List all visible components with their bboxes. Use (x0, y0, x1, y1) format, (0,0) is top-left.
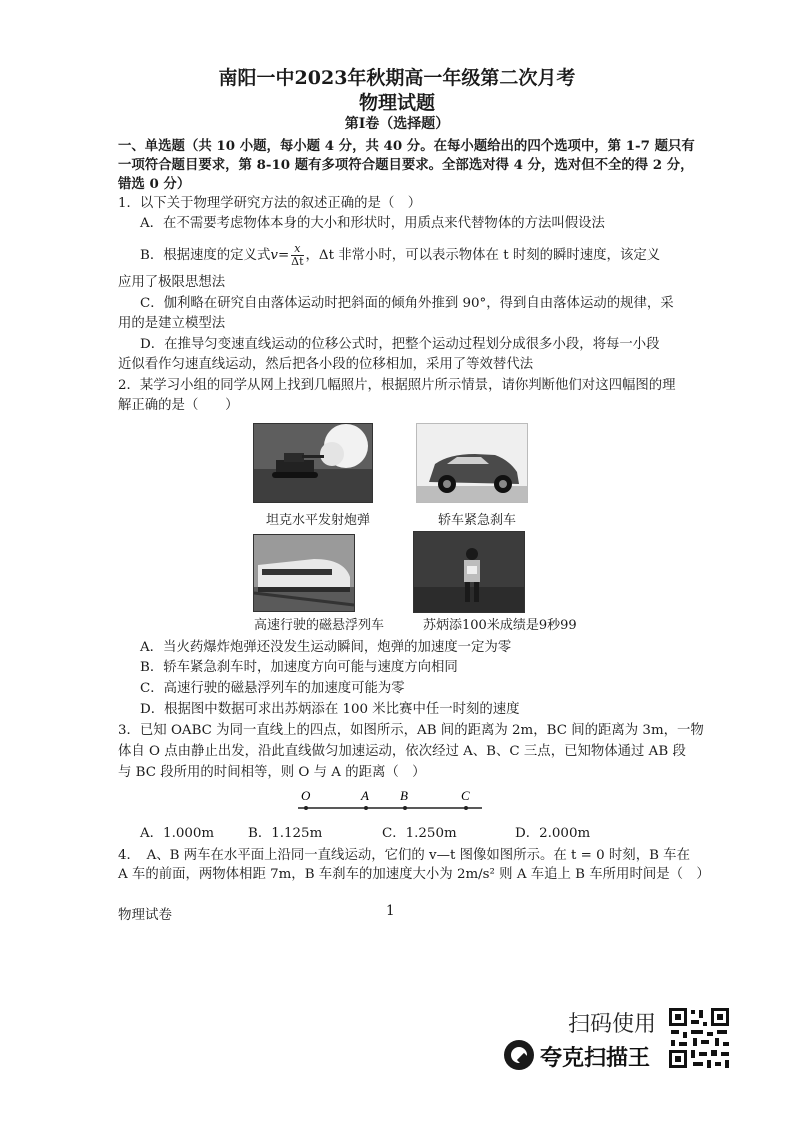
q1-option-c-line1: C．伽利略在研究自由落体运动时把斜面的倾角外推到 90°，得到自由落体运动的规律，采 (140, 296, 674, 311)
point-c (464, 806, 468, 810)
exam-title: 南阳一中2023年秋期高一年级第二次月考 (218, 67, 576, 89)
tank-illustration (254, 424, 372, 502)
q3-option-c: C．1.250m (382, 826, 457, 841)
scanner-hint: 扫码使用 (568, 1012, 657, 1037)
q3-stem-line1: 3．已知 OABC 为同一直线上的四点，如图所示，AB 间的距离为 2m，BC 间的距离为 3m，一物 (118, 723, 704, 738)
q1-option-a: A．在不需要考虑物体本身的大小和形状时，用质点来代替物体的方法叫假设法 (140, 216, 605, 231)
runner-illustration (414, 532, 524, 612)
label-o: O (301, 788, 311, 803)
maglev-photo (253, 534, 355, 612)
q1-option-d-line1: D．在推导匀变速直线运动的位移公式时，把整个运动过程划分成很多小段，将每一小段 (140, 337, 660, 352)
maglev-caption: 高速行驶的磁悬浮列车 (254, 618, 385, 633)
line-diagram (290, 786, 490, 818)
q1-stem: 1．以下关于物理学研究方法的叙述正确的是（ ） (118, 196, 422, 211)
q2-option-b: B．轿车紧急刹车时，加速度方向可能与速度方向相同 (140, 660, 458, 675)
qr-code-icon[interactable] (667, 1006, 731, 1070)
q4-stem-line2: A 车的前面，两物体相距 7m，B 车刹车的加速度大小为 2m/s² 则 A 车追上 B 车所用时间是（ ） (118, 867, 710, 882)
scanner-logo-icon (504, 1040, 534, 1070)
exam-subject: 物理试题 (358, 92, 435, 114)
section-instructions-line1: 一、单选题（共 10 小题，每小题 4 分，共 40 分。在每小题给出的四个选项中，第 1-7 题只有 (118, 138, 695, 154)
q1-option-c-line2: 用的是建立模型法 (118, 316, 226, 331)
label-c: C (461, 788, 470, 803)
q3-option-a: A．1.000m (140, 826, 215, 841)
q3-stem-line3: 与 BC 段所用的时间相等，则 O 与 A 的距离（ ） (118, 765, 426, 780)
q2-stem-line2: 解正确的是（ ） (118, 398, 239, 413)
label-b: B (400, 788, 408, 803)
car-caption: 轿车紧急刹车 (438, 513, 517, 528)
velocity-fraction: $\frac{x}{\Delta t}$ (291, 242, 304, 268)
point-a (364, 806, 368, 810)
footer-label: 物理试卷 (118, 907, 172, 923)
scanner-brand: 夸克扫描王 (540, 1046, 651, 1071)
exam-part: 第Ⅰ卷（选择题） (344, 116, 450, 132)
point-b (403, 806, 407, 810)
runner-photo (413, 531, 525, 613)
q2-stem-line1: 2．某学习小组的同学从网上找到几幅照片，根据照片所示情景，请你判断他们对这四幅图的理 (118, 378, 676, 393)
q3-stem-line2: 体自 O 点由静止出发，沿此直线做匀加速运动，依次经过 A、B、C 三点，已知物体通过 AB 段 (118, 744, 686, 759)
point-o (304, 806, 308, 810)
q2-option-a: A．当火药爆炸炮弹还没发生运动瞬间，炮弹的加速度一定为零 (140, 640, 512, 655)
car-illustration (417, 424, 527, 502)
q2-option-d: D．根据图中数据可求出苏炳添在 100 米比赛中任一时刻的速度 (140, 702, 520, 717)
tank-caption: 坦克水平发射炮弹 (266, 513, 371, 528)
q1-option-d-line2: 近似看作匀速直线运动，然后把各小段的位移相加，采用了等效替代法 (118, 357, 534, 372)
runner-caption: 苏炳添100米成绩是9秒99 (423, 618, 577, 633)
q3-option-b: B．1.125m (248, 826, 323, 841)
section-instructions-line3: 错选 0 分） (118, 176, 191, 192)
section-instructions-line2: 一项符合题目要求，第 8-10 题有多项符合题目要求。全部选对得 4 分，选对但不全的得 2 分， (118, 157, 694, 173)
maglev-illustration (254, 535, 354, 611)
q2-option-c: C．高速行驶的磁悬浮列车的加速度可能为零 (140, 681, 405, 696)
q4-stem-line1: 4． A、B 两车在水平面上沿同一直线运动，它们的 v—t 图像如图所示。在 t = 0 时刻，B 车在 (118, 848, 690, 863)
page-number: 1 (386, 903, 395, 919)
label-a: A (361, 788, 369, 803)
tank-photo (253, 423, 373, 503)
q1-option-b: B．根据速度的定义式v= $\frac{x}{\Delta t}$ ，Δt 非常小时，可以表示物体在 t 时刻的瞬时速度，该定义 (140, 242, 661, 268)
car-photo (416, 423, 528, 503)
q3-option-d: D．2.000m (515, 826, 591, 841)
q1-option-b-cont: 应用了极限思想法 (118, 275, 226, 290)
